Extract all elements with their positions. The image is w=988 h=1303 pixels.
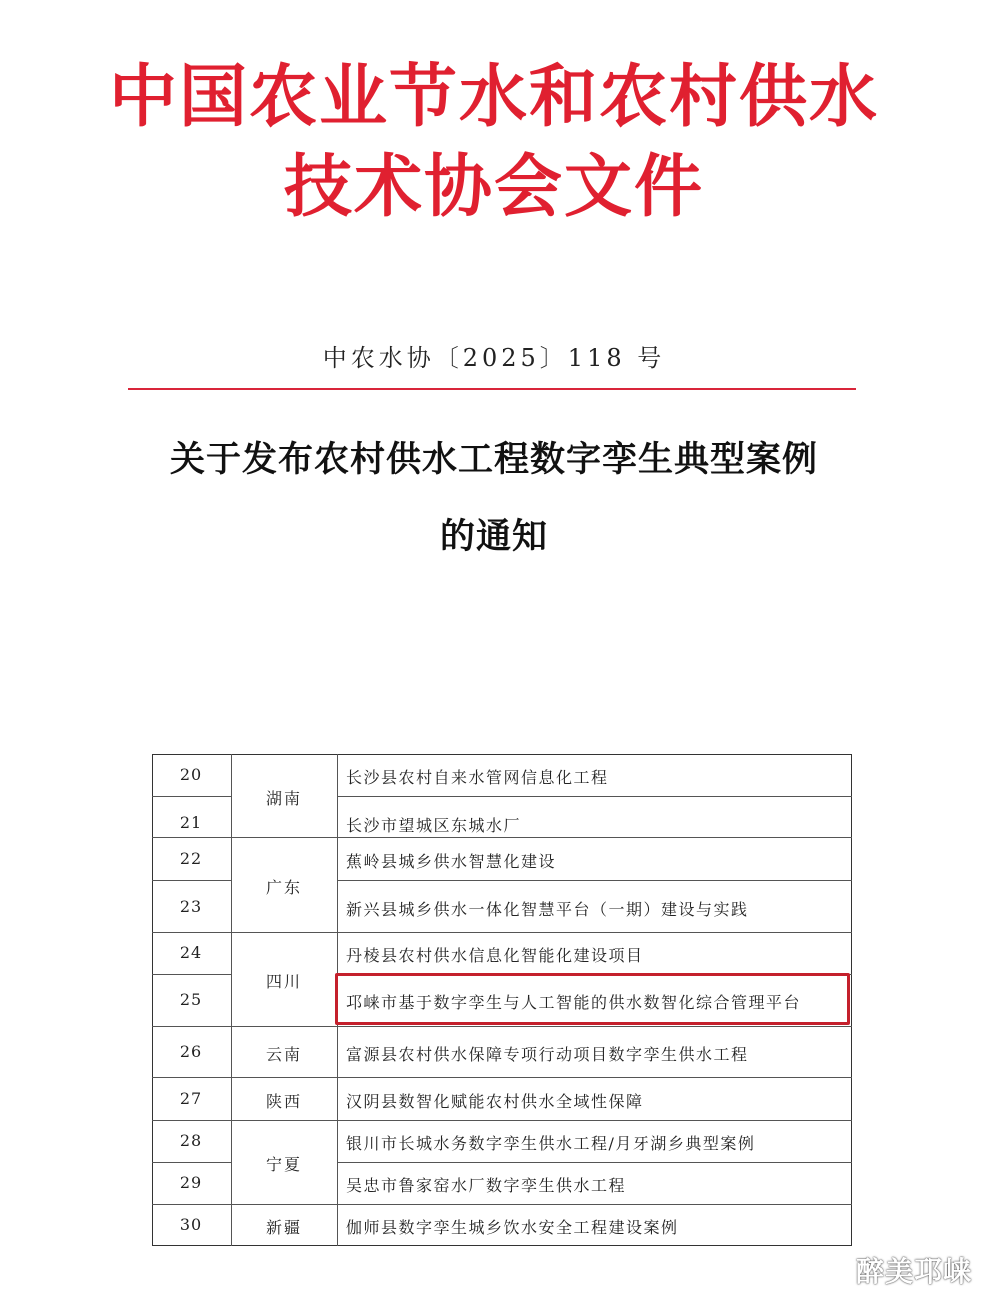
row-divider: [152, 974, 231, 975]
province-cell: 陕西: [265, 1092, 302, 1111]
project-name: 长沙县农村自来水管网信息化工程: [346, 768, 609, 787]
org-header-line1: 中国农业节水和农村供水: [108, 58, 879, 137]
row-divider: [152, 796, 231, 797]
row-number: 27: [179, 1089, 203, 1108]
project-name-highlighted: 邛崃市基于数字孪生与人工智能的供水数智化综合管理平台: [346, 993, 802, 1012]
row-divider: [152, 1026, 852, 1027]
row-number: 30: [179, 1215, 203, 1234]
row-number: 29: [179, 1173, 203, 1192]
row-divider: [152, 1120, 852, 1121]
row-number: 23: [179, 897, 203, 916]
row-number: 25: [179, 990, 203, 1009]
province-cell: 四川: [265, 972, 302, 991]
province-cell: 新疆: [265, 1218, 302, 1237]
row-number: 26: [179, 1042, 203, 1061]
row-divider: [337, 1162, 852, 1163]
row-divider: [152, 837, 852, 838]
row-number: 28: [179, 1131, 203, 1150]
row-divider: [337, 796, 852, 797]
project-name: 吴忠市鲁家窑水厂数字孪生供水工程: [346, 1176, 627, 1195]
row-divider: [152, 1204, 852, 1205]
project-name: 伽师县数字孪生城乡饮水安全工程建设案例: [346, 1218, 679, 1237]
watermark: 醉美邛崃: [855, 1255, 972, 1288]
row-number: 20: [179, 765, 203, 784]
row-number: 24: [179, 943, 203, 962]
highlight-box: [335, 973, 850, 1025]
row-divider: [152, 880, 231, 881]
province-cell: 湖南: [265, 789, 302, 808]
province-cell: 广东: [265, 878, 302, 897]
project-name: 新兴县城乡供水一体化智慧平台（一期）建设与实践: [346, 900, 749, 919]
row-divider: [152, 1162, 231, 1163]
row-divider: [152, 932, 852, 933]
project-name: 富源县农村供水保障专项行动项目数字孪生供水工程: [346, 1045, 749, 1064]
row-divider: [152, 1077, 852, 1078]
project-name: 汉阴县数智化赋能农村供水全域性保障: [346, 1092, 644, 1111]
document-number: 中农水协〔2025〕118 号: [322, 344, 666, 372]
province-cell: 宁夏: [265, 1155, 302, 1174]
project-name: 长沙市望城区东城水厂: [346, 816, 522, 835]
project-name: 银川市长城水务数字孪生供水工程/月牙湖乡典型案例: [346, 1134, 756, 1153]
red-divider: [128, 388, 856, 390]
project-name: 蕉岭县城乡供水智慧化建设: [346, 852, 557, 871]
row-number: 22: [179, 849, 203, 868]
org-header-line2: 技术协会文件: [283, 148, 704, 227]
row-divider: [337, 880, 852, 881]
notice-title-line1: 关于发布农村供水工程数字孪生典型案例: [169, 440, 818, 480]
row-number: 21: [179, 813, 203, 832]
province-cell: 云南: [265, 1045, 302, 1064]
project-name: 丹棱县农村供水信息化智能化建设项目: [346, 946, 644, 965]
notice-title-line2: 的通知: [439, 517, 548, 557]
